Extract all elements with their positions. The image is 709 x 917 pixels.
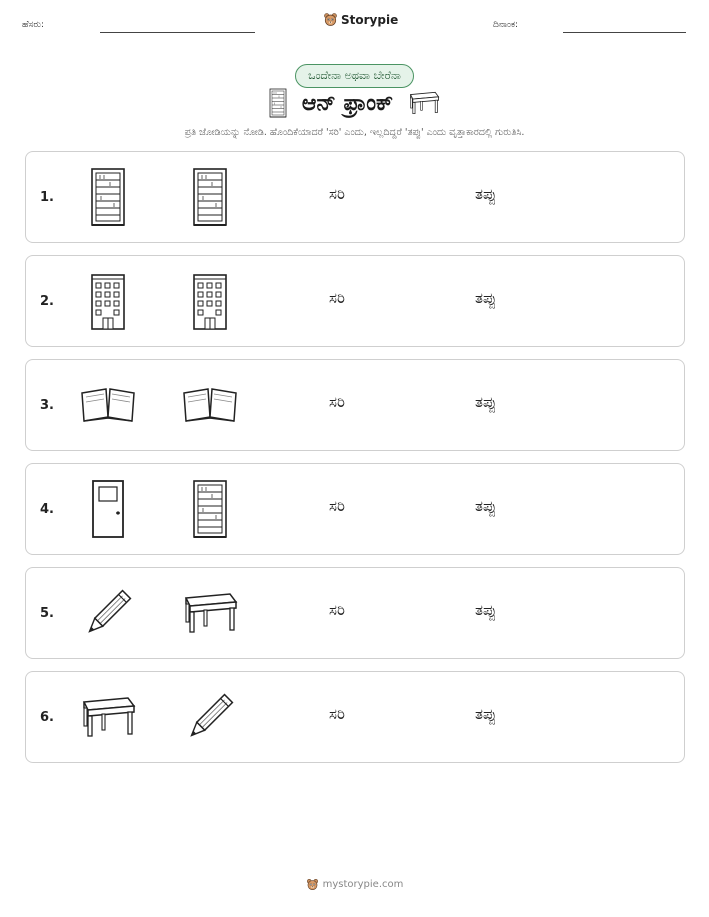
- picture-left: [76, 166, 140, 228]
- table-icon: [407, 89, 441, 117]
- picture-left: [76, 478, 140, 540]
- bear-mascot-icon: [323, 12, 338, 27]
- footer: [0, 878, 709, 891]
- date-label: ದಿನಾಂಕ:: [493, 20, 519, 30]
- table-icon: [180, 587, 240, 639]
- question-card: [25, 567, 685, 659]
- door-icon: [88, 479, 128, 539]
- picture-left: [76, 270, 140, 332]
- book-icon: [180, 385, 240, 425]
- storypie-logo: [323, 12, 398, 27]
- answer-option-correct[interactable]: ಸರಿ: [329, 601, 345, 619]
- question-card: [25, 151, 685, 243]
- answer-option-wrong[interactable]: ತಪ್ಪು: [475, 289, 497, 307]
- picture-right: [178, 374, 242, 436]
- picture-right: [178, 686, 242, 748]
- category-pill-area: [0, 64, 709, 88]
- answer-option-wrong[interactable]: ತಪ್ಪು: [475, 497, 497, 515]
- name-blank-line: [100, 32, 255, 33]
- question-card: [25, 671, 685, 763]
- question-number: 6.: [40, 710, 54, 725]
- question-number: 5.: [40, 606, 54, 621]
- bear-mascot-icon: [306, 878, 319, 891]
- building-icon: [88, 271, 128, 331]
- picture-left: [76, 374, 140, 436]
- name-label: ಹೆಸರು:: [22, 20, 45, 30]
- answer-option-wrong[interactable]: ತಪ್ಪು: [475, 705, 497, 723]
- question-card: [25, 359, 685, 451]
- table-icon: [78, 691, 138, 743]
- picture-right: [178, 166, 242, 228]
- picture-right: [178, 582, 242, 644]
- picture-right: [178, 270, 242, 332]
- building-icon: [190, 271, 230, 331]
- answer-option-wrong[interactable]: ತಪ್ಪು: [475, 393, 497, 411]
- answer-option-wrong[interactable]: ತಪ್ಪು: [475, 185, 497, 203]
- question-number: 4.: [40, 502, 54, 517]
- question-number: 3.: [40, 398, 54, 413]
- bookshelf-icon: [88, 167, 128, 227]
- date-blank-line: [563, 32, 686, 33]
- brand-name: Storypie: [341, 12, 399, 27]
- answer-option-correct[interactable]: ಸರಿ: [329, 497, 345, 515]
- question-card: [25, 463, 685, 555]
- category-pill: ಒಂದೇನಾ ಅಥವಾ ಬೇರೆನಾ: [295, 64, 414, 88]
- title-row: [0, 88, 709, 118]
- answer-option-correct[interactable]: ಸರಿ: [329, 289, 345, 307]
- worksheet-header: [0, 0, 709, 44]
- pencil-icon: [80, 585, 136, 641]
- instructions-text: ಪ್ರತಿ ಜೋಡಿಯನ್ನು ನೋಡಿ. ಹೊಂದಿಕೆಯಾದರೆ 'ಸರಿ' ಎಂದು, ಇಲ್ಲದಿದ್ದರೆ 'ತಪ್ಪು' ಎಂದು ವೃತ್ತಾಕಾರದಲ್ಲಿ ಗುರುತಿಸಿ.: [184, 127, 525, 138]
- bookshelf-icon: [268, 88, 288, 118]
- answer-option-wrong[interactable]: ತಪ್ಪು: [475, 601, 497, 619]
- answer-option-correct[interactable]: ಸರಿ: [329, 393, 345, 411]
- question-number: 1.: [40, 190, 54, 205]
- picture-left: [76, 582, 140, 644]
- footer-url: mystorypie.com: [322, 879, 404, 890]
- question-number: 2.: [40, 294, 54, 309]
- pencil-icon: [182, 689, 238, 745]
- bookshelf-icon: [190, 479, 230, 539]
- book-icon: [78, 385, 138, 425]
- picture-left: [76, 686, 140, 748]
- worksheet-title: ಆನ್ ಫ್ರಾಂಕ್: [301, 90, 394, 116]
- picture-right: [178, 478, 242, 540]
- bookshelf-icon: [190, 167, 230, 227]
- answer-option-correct[interactable]: ಸರಿ: [329, 185, 345, 203]
- answer-option-correct[interactable]: ಸರಿ: [329, 705, 345, 723]
- question-card: [25, 255, 685, 347]
